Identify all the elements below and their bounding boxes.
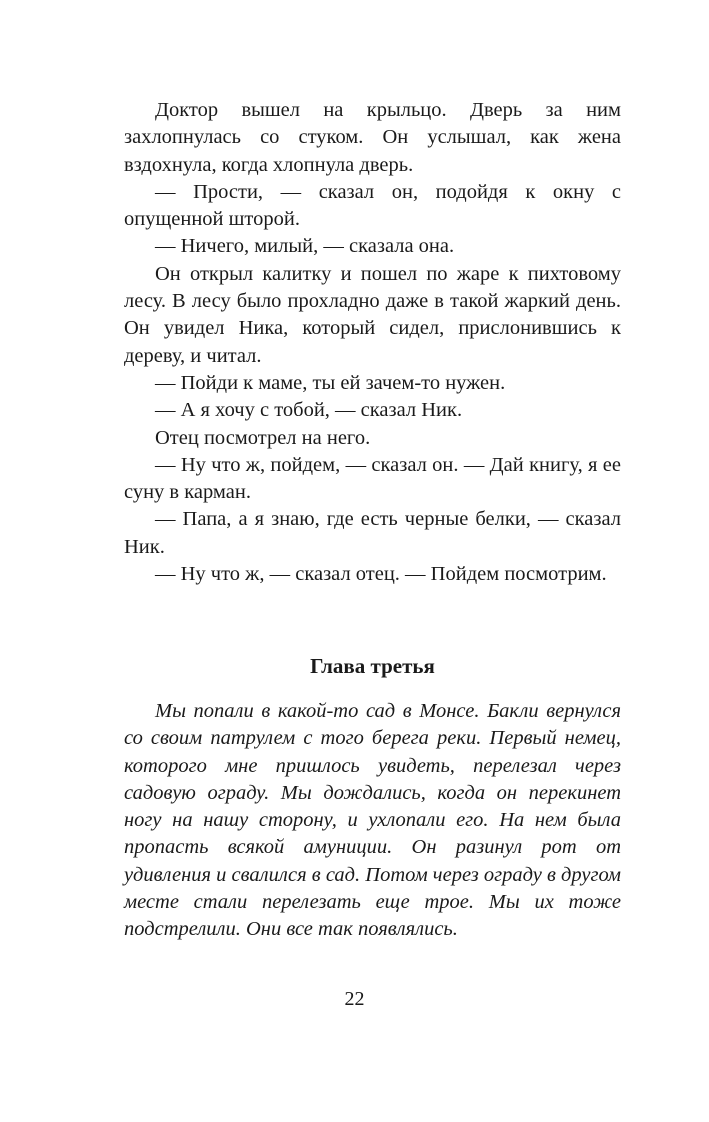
paragraph: Он открыл калитку и пошел по жаре к пихтовому лесу. В лесу было прохладно даже в такой жаркий день. Он увидел Ника, который сидел, прислонившись к дереву, и читал. [124, 262, 621, 367]
paragraph: — Ну что ж, — сказал отец. — Пойдем посмотрим. [155, 563, 607, 586]
italic-paragraph: Мы попали в какой-то сад в Монсе. Бакли вернулся со своим патрулем с того берега реки. Первый немец, которого мне пришлось увидеть, перелезал через садовую ограду. Мы дождались, когда он перекинет ногу на нашу сторону, и ухлопали его. На нем была пропасть всякой амуниции. Он разинул рот от удивления и свалился в сад. Потом через ограду в другом месте стали перелезать еще трое. Мы их тоже подстрелили. Они все так появлялись. [124, 700, 621, 941]
paragraph: — А я хочу с тобой, — сказал Ник. [155, 399, 463, 422]
paragraph: — Ну что ж, пойдем, — сказал он. — Дай книгу, я ее суну в карман. [124, 453, 621, 504]
paragraph: Доктор вышел на крыльцо. Дверь за ним захлопнулась со стуком. Он услышал, как жена вздохнула, когда хлопнула дверь. [124, 99, 621, 176]
page-number: 22 [344, 988, 365, 1010]
paragraph: — Прости, — сказал он, подойдя к окну с опущенной шторой. [124, 180, 621, 231]
paragraph: — Ничего, милый, — сказала она. [155, 235, 455, 258]
paragraph: — Папа, а я знаю, где есть черные белки, — сказал Ник. [124, 508, 621, 558]
chapter-title: Глава третья [310, 654, 435, 678]
paragraph: — Пойди к маме, ты ей зачем-то нужен. [155, 371, 506, 394]
story-text-block [124, 97, 621, 588]
paragraph: Отец посмотрел на него. [155, 426, 371, 449]
chapter-italic-block [124, 698, 621, 944]
